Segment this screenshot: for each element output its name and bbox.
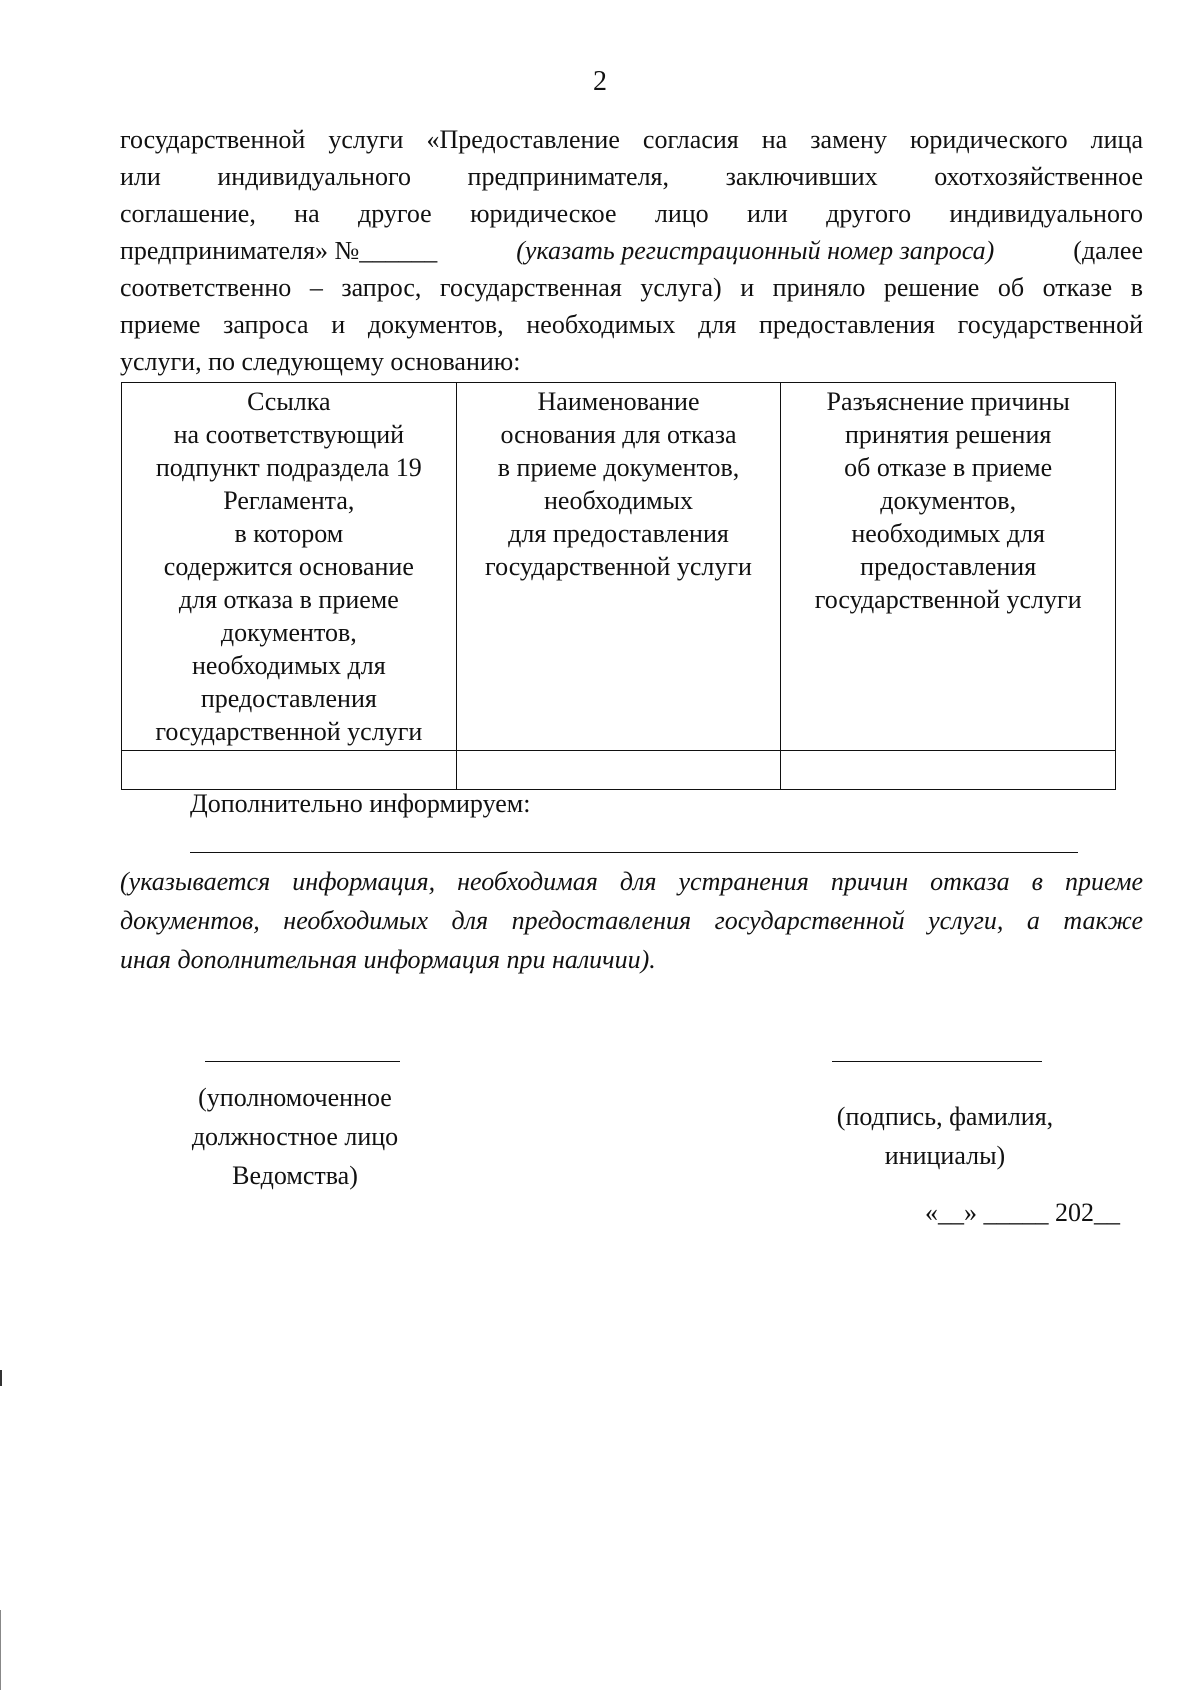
table-header-cell-explanation [781, 383, 1116, 751]
scan-artifact-mark [0, 1370, 2, 1386]
additional-info-label: Дополнительно информируем: [190, 789, 531, 818]
intro-line-1: государственной услуги «Предоставление согласия на замену юридического лица [120, 125, 1143, 154]
signature-caption: (подпись, фамилия, инициалы) [836, 1102, 1054, 1170]
intro-line-2: или индивидуального предпринимателя, заключивших охотхозяйственное [120, 162, 1143, 191]
additional-info-note [120, 862, 1143, 979]
intro-paragraph [120, 121, 1143, 380]
table-header-cell-reference [122, 383, 457, 751]
official-caption: (уполномоченное должностное лицо Ведомства) [191, 1083, 399, 1190]
signature-name-line[interactable] [832, 1061, 1042, 1062]
note-line-2: документов, необходимых для предоставления государственной услуги, а также [120, 906, 1143, 935]
refusal-grounds-table [121, 382, 1116, 790]
note-line-3: иная дополнительная информация при наличии). [120, 945, 656, 974]
table-cell[interactable] [781, 751, 1116, 790]
intro-line-4 [120, 232, 1143, 269]
note-line-1: (указывается информация, необходимая для устранения причин отказа в приеме [120, 867, 1143, 896]
intro-request-number: предпринимателя» №______ [120, 236, 438, 265]
table-header-row [122, 383, 1116, 751]
intro-line-6: приеме запроса и документов, необходимых для предоставления государственной [120, 310, 1143, 339]
date-line: «__» _____ 202__ [925, 1198, 1120, 1227]
table-header-ground-name-text: Наименование основания для отказа в приеме документов, необходимых для предоставления государственной услуги [485, 387, 752, 581]
table-cell[interactable] [122, 751, 457, 790]
intro-line-3: соглашение, на другое юридическое лицо или другого индивидуального [120, 199, 1143, 228]
table-header-reference-text: Ссылка на соответствующий подпункт подраздела 19 Регламента, в котором содержится основание для отказа в приеме документов, необходимых для предоставления государственной услуги [155, 387, 423, 746]
table-header-cell-ground-name [456, 383, 781, 751]
table-header-explanation-text: Разъяснение причины принятия решения об отказе в приеме документов, необходимых для предоставления государственной услуги [814, 387, 1082, 614]
intro-further: (далее [1073, 236, 1143, 265]
page-number: 2 [593, 66, 607, 97]
intro-line-7: услуги, по следующему основанию: [120, 347, 521, 376]
additional-info-fill-line[interactable] [190, 852, 1078, 853]
table-row [122, 751, 1116, 790]
scan-artifact-mark [0, 1610, 1, 1690]
intro-line-5: соответственно – запрос, государственная услуга) и приняло решение об отказе в [120, 273, 1143, 302]
table-cell[interactable] [456, 751, 781, 790]
intro-request-hint: (указать регистрационный номер запроса) [516, 236, 995, 265]
official-signature-line[interactable] [205, 1061, 400, 1062]
